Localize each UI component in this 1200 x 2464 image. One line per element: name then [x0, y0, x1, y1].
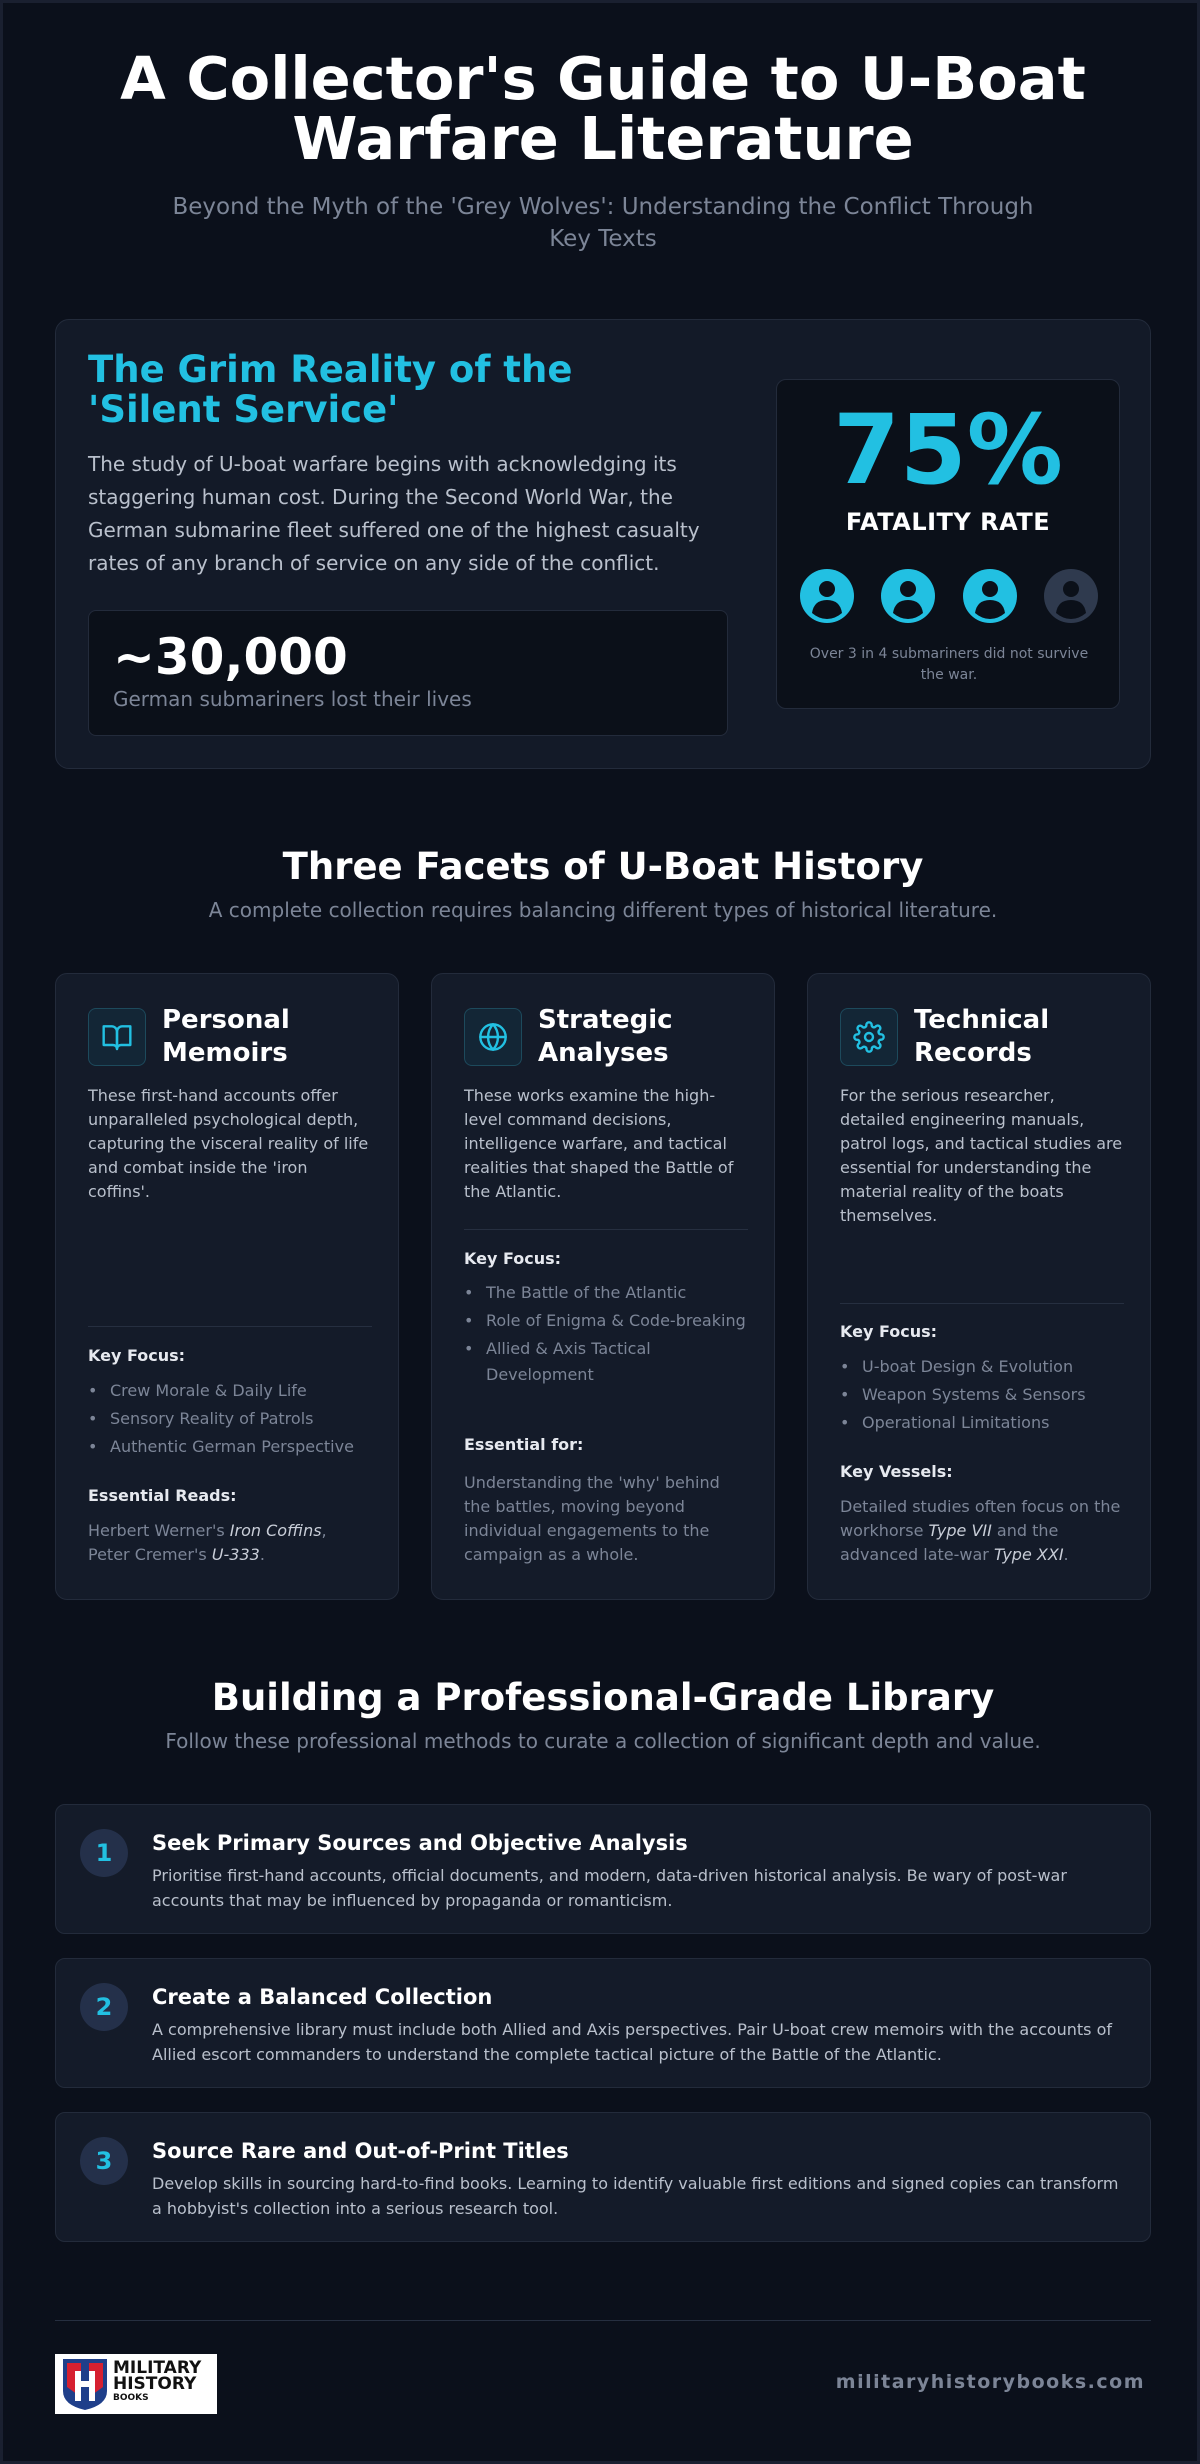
fatality-rate-label: FATALITY RATE — [845, 508, 1051, 536]
logo-wordmark — [113, 2360, 201, 2404]
list-item: • The Battle of the Atlantic — [464, 1280, 748, 1306]
facet-card-memoirs — [55, 973, 399, 1600]
person-icon-lost — [962, 568, 1018, 624]
step-number: 3 — [80, 2137, 128, 2185]
list-item: • U-boat Design & Evolution — [840, 1354, 1124, 1380]
step-title: Seek Primary Sources and Objective Analysis — [152, 1831, 688, 1855]
facet-foot-text: Understanding the 'why' behind the battles, moving beyond individual engagements to the campaign as a whole. — [464, 1473, 720, 1564]
facet-description: These works examine the high-level command decisions, intelligence warfare, and tactical realities that shaped the Battle of the Atlantic. — [464, 1086, 734, 1201]
facet-description: For the serious researcher, detailed engineering manuals, patrol logs, and tactical studies are essential for understanding the material reality of the boats themselves. — [840, 1086, 1123, 1225]
fatality-rate-card — [776, 379, 1120, 709]
casualty-section — [55, 319, 1151, 769]
step-body: A comprehensive library must include both Allied and Axis perspectives. Pair U-boat crew memoirs with the accounts of Allied escort commanders to understand the complete tactical picture of the Battle of the Atlantic. — [152, 2020, 1112, 2064]
casualty-count-box — [88, 610, 728, 736]
facet-focus-list — [88, 1378, 372, 1462]
facet-name: Personal Memoirs — [162, 1005, 290, 1068]
footer-divider — [55, 2320, 1151, 2321]
facet-foot-heading: Key Vessels: — [840, 1462, 953, 1481]
page-title: A Collector's Guide to U-Boat Warfare Literature — [120, 44, 1086, 173]
facet-name: Technical Records — [914, 1005, 1050, 1068]
step-body: Prioritise first-hand accounts, official documents, and modern, data-driven historical analysis. Be wary of post-war accounts that may be influenced by propaganda or romanticism. — [152, 1866, 1067, 1910]
gear-icon — [840, 1008, 898, 1066]
facet-divider — [840, 1303, 1124, 1304]
list-item: • Sensory Reality of Patrols — [88, 1406, 372, 1432]
fatality-rate-value: 75% — [833, 394, 1063, 506]
logo-line: HISTORY — [113, 2374, 197, 2394]
book-open-icon — [88, 1008, 146, 1066]
facet-card-strategic — [431, 973, 775, 1600]
facet-focus-list — [840, 1354, 1124, 1438]
casualty-count-label: German submariners lost their lives — [113, 687, 472, 711]
person-icon-lost — [799, 568, 855, 624]
globe-icon — [464, 1008, 522, 1066]
vessel-name: Type VII — [928, 1521, 992, 1540]
library-step-3 — [55, 2112, 1151, 2242]
facet-foot-text — [88, 1519, 372, 1567]
foot-text-part: . — [259, 1545, 265, 1564]
facet-focus-list — [464, 1280, 748, 1390]
facet-card-technical — [807, 973, 1151, 1600]
foot-text-part: , Peter Cremer's — [88, 1521, 327, 1564]
foot-text-part: Herbert Werner's — [88, 1521, 230, 1540]
footer-website-link[interactable]: militaryhistorybooks.com — [835, 2371, 1145, 2393]
step-title: Create a Balanced Collection — [152, 1985, 493, 2009]
facets-subtitle: A complete collection requires balancing different types of historical literature. — [208, 898, 998, 922]
person-icon-survived — [1043, 568, 1099, 624]
facet-foot-heading: Essential Reads: — [88, 1486, 237, 1505]
military-history-books-logo[interactable] — [55, 2354, 217, 2414]
facet-divider — [88, 1326, 372, 1327]
library-title: Building a Professional-Grade Library — [211, 1676, 995, 1719]
facet-name: Strategic Analyses — [538, 1005, 673, 1068]
logo-line: MILITARY — [113, 2358, 202, 2378]
page-subtitle: Beyond the Myth of the 'Grey Wolves': Understanding the Conflict Through Key Texts — [172, 194, 1034, 252]
person-icon-lost — [880, 568, 936, 624]
facets-title: Three Facets of U-Boat History — [282, 845, 924, 888]
list-item: • Weapon Systems & Sensors — [840, 1382, 1124, 1408]
person-icon-row — [799, 568, 1099, 628]
casualty-section-body: The study of U-boat warfare begins with acknowledging its staggering human cost. During the Second World War, the German submarine fleet suffered one of the highest casualty rates of any branch of service on any side of the conflict. — [88, 452, 700, 575]
shield-logo-icon — [59, 2357, 111, 2411]
facet-divider — [464, 1229, 748, 1230]
step-title: Source Rare and Out-of-Print Titles — [152, 2139, 569, 2163]
facet-focus-heading: Key Focus: — [840, 1322, 938, 1341]
facet-description: These first-hand accounts offer unparalleled psychological depth, capturing the visceral reality of life and combat inside the 'iron coffins'. — [88, 1086, 369, 1201]
list-item: • Authentic German Perspective — [88, 1434, 372, 1460]
book-title: Iron Coffins — [229, 1521, 322, 1540]
library-step-2 — [55, 1958, 1151, 2088]
foot-text-part: . — [1063, 1545, 1069, 1564]
facet-foot-heading: Essential for: — [464, 1435, 584, 1454]
list-item: • Operational Limitations — [840, 1410, 1124, 1436]
vessel-name: Type XXI — [993, 1545, 1064, 1564]
list-item: • Allied & Axis Tactical Development — [464, 1336, 748, 1388]
foot-text-part: Detailed studies often focus on the workhorse — [840, 1497, 1121, 1540]
list-item: • Role of Enigma & Code-breaking — [464, 1308, 748, 1334]
casualty-count: ~30,000 — [113, 628, 348, 686]
library-subtitle: Follow these professional methods to curate a collection of significant depth and value. — [165, 1729, 1041, 1753]
book-title: U-333 — [211, 1545, 260, 1564]
step-number: 2 — [80, 1983, 128, 2031]
casualty-section-title: The Grim Reality of the 'Silent Service' — [88, 348, 573, 431]
foot-text-part: and the advanced late-war — [840, 1521, 1059, 1564]
library-step-1 — [55, 1804, 1151, 1934]
fatality-rate-note: Over 3 in 4 submariners did not survive the war. — [809, 646, 1089, 683]
step-number: 1 — [80, 1829, 128, 1877]
facet-foot-text — [840, 1495, 1124, 1567]
facet-focus-heading: Key Focus: — [464, 1249, 562, 1268]
step-body: Develop skills in sourcing hard-to-find books. Learning to identify valuable first editions and signed copies can transform a hobbyist's collection into a serious research tool. — [152, 2174, 1119, 2218]
list-item: • Crew Morale & Daily Life — [88, 1378, 372, 1404]
facet-focus-heading: Key Focus: — [88, 1346, 186, 1365]
logo-line: BOOKS — [113, 2393, 149, 2403]
